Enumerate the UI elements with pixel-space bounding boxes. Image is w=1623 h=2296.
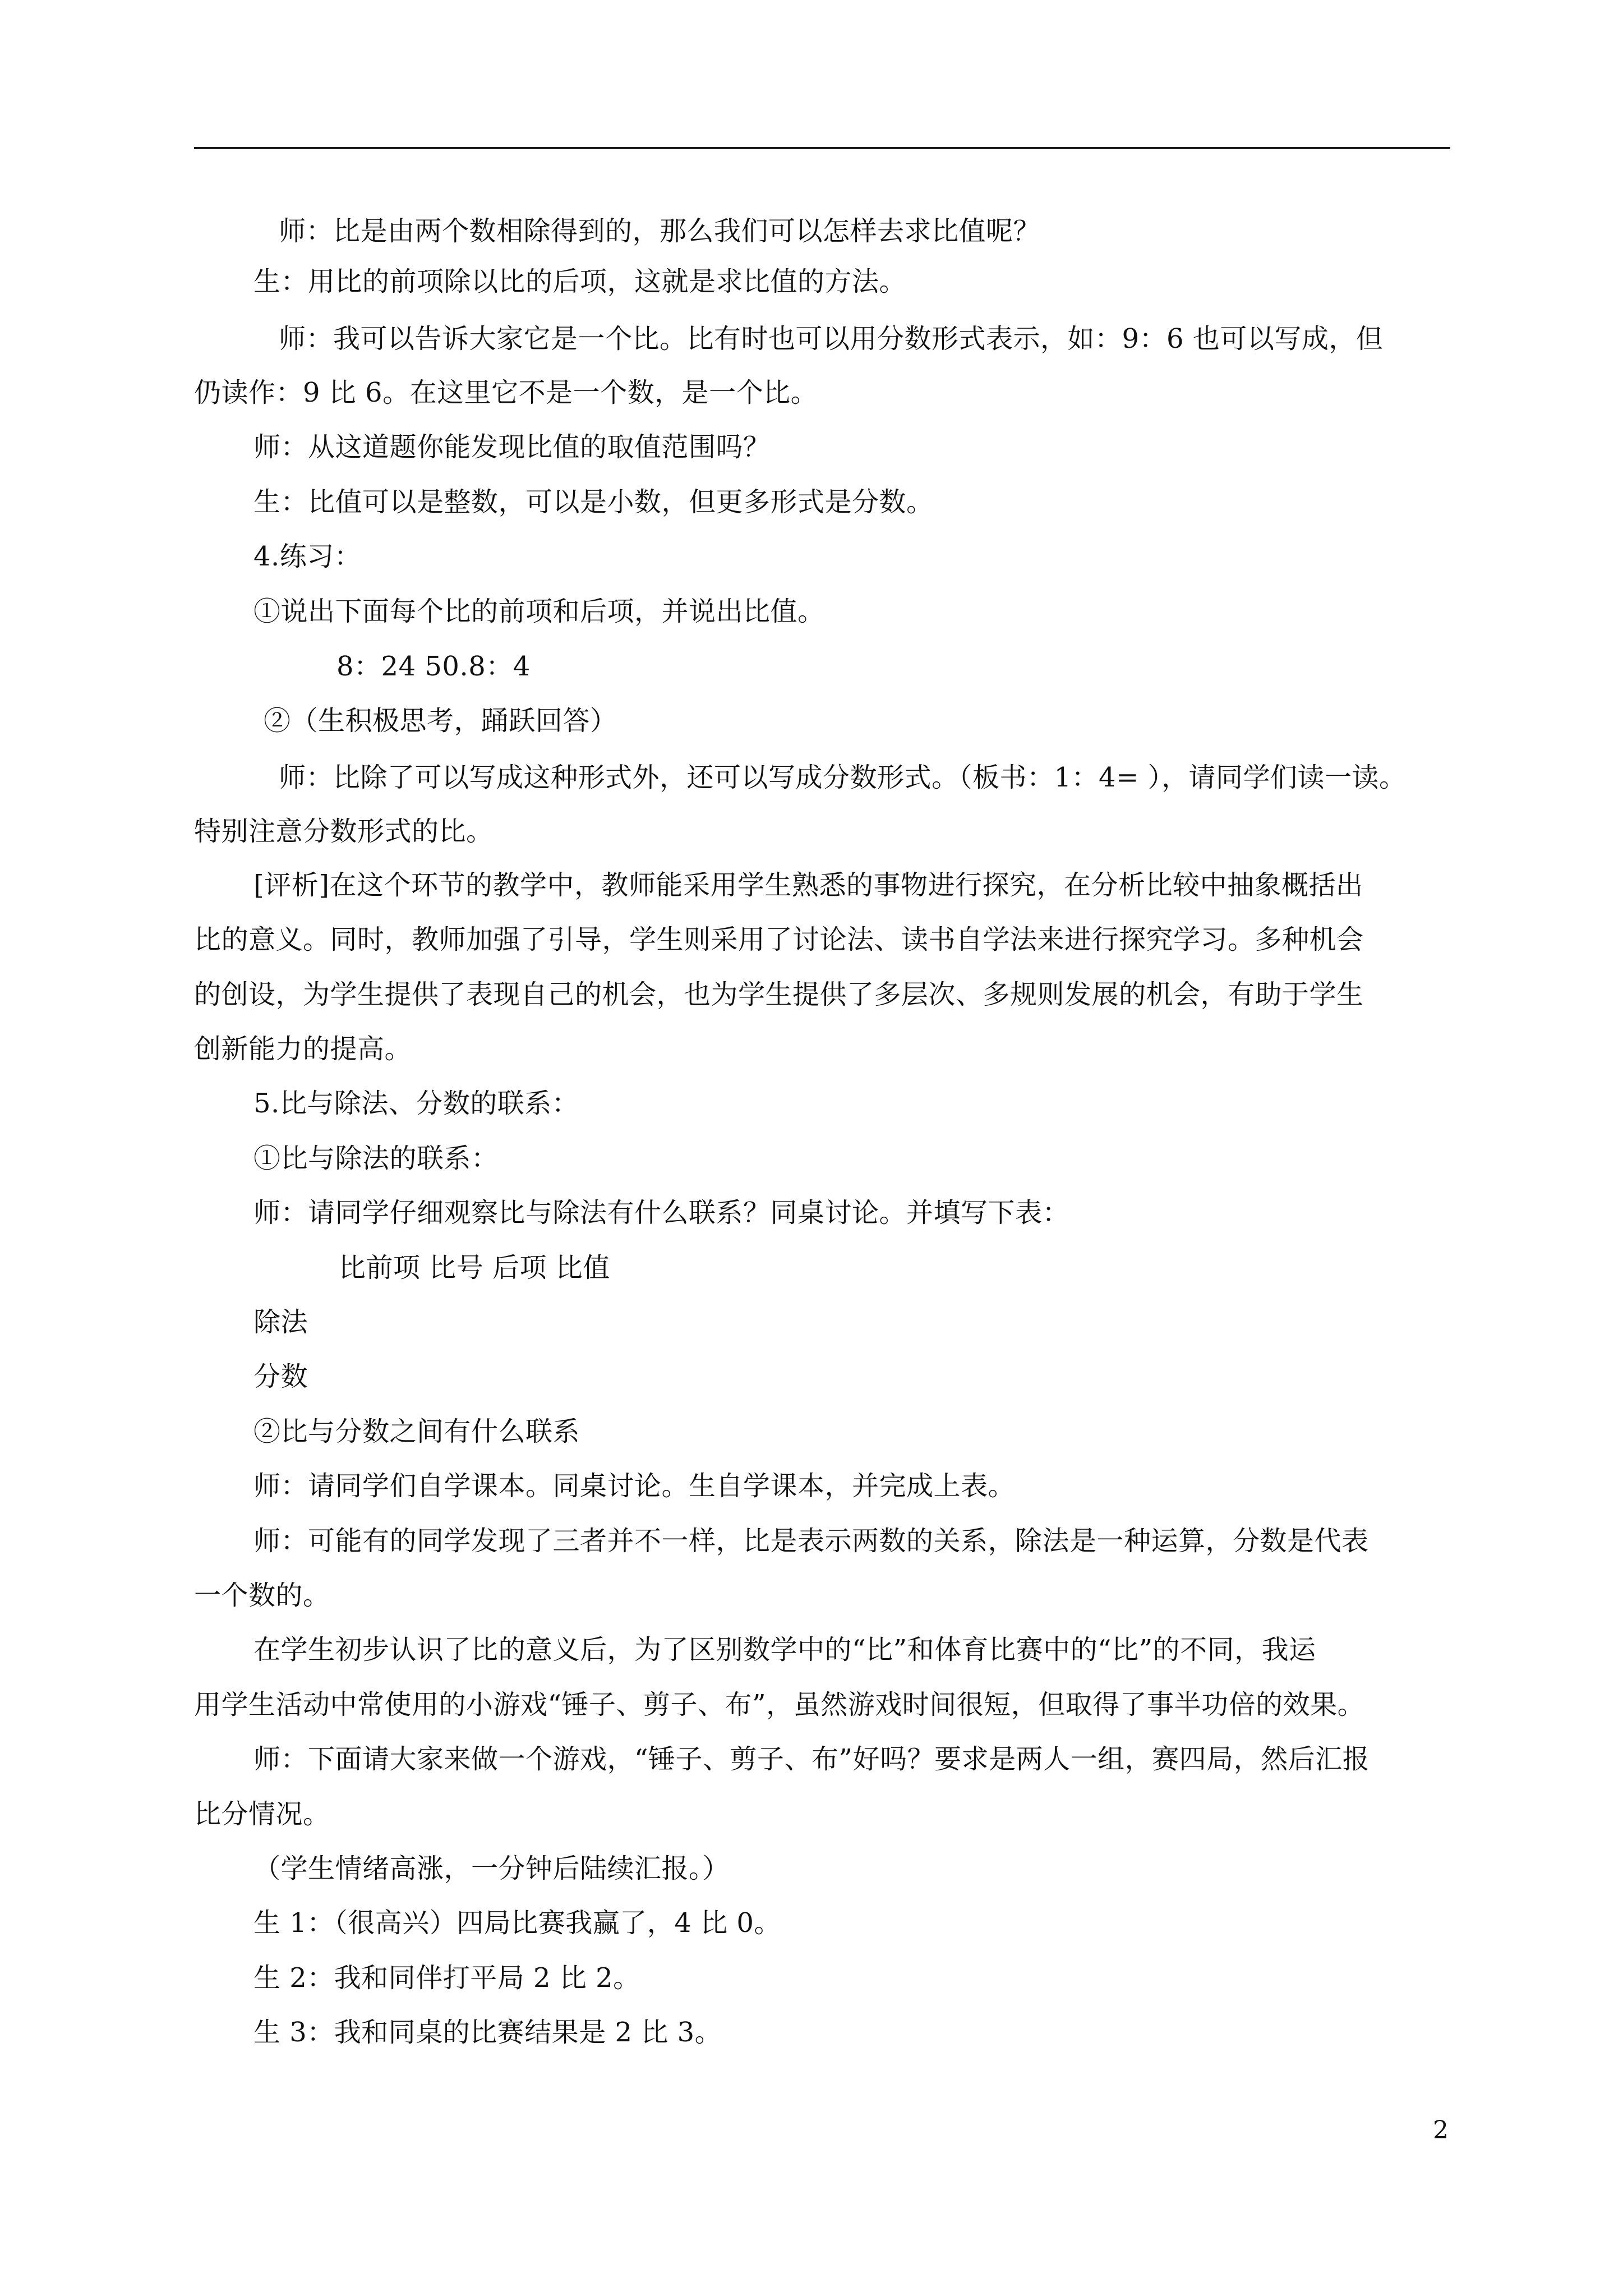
text-line: ①比与除法的联系： xyxy=(253,1143,499,1174)
text-line: 4.练习： xyxy=(253,541,362,572)
text-line: ①说出下面每个比的前项和后项，并说出比值。 xyxy=(253,596,825,627)
text-line: 生：用比的前项除以比的后项，这就是求比值的方法。 xyxy=(253,266,907,297)
text-line: 比分情况。 xyxy=(194,1798,330,1830)
text-line: 创新能力的提高。 xyxy=(194,1033,412,1065)
text-line: 8：24 50.8：4 xyxy=(336,651,531,682)
text-line: 5.比与除法、分数的联系： xyxy=(253,1088,579,1119)
text-line: 师：请同学仔细观察比与除法有什么联系？同桌讨论。并填写下表： xyxy=(253,1197,1070,1228)
text-line: 生：比值可以是整数，可以是小数，但更多形式是分数。 xyxy=(253,486,934,518)
text-line: 生 3：我和同桌的比赛结果是 2 比 3。 xyxy=(253,2017,722,2048)
text-line: 分数 xyxy=(253,1361,308,1392)
text-line: ②（生积极思考，踊跃回答） xyxy=(264,705,617,737)
text-line: [评析]在这个环节的教学中，教师能采用学生熟悉的事物进行探究，在分析比较中抽象概括出 xyxy=(253,869,1363,901)
text-line: ②比与分数之间有什么联系 xyxy=(253,1416,580,1447)
text-line: 的创设，为学生提供了表现自己的机会，也为学生提供了多层次、多规则发展的机会，有助于学生 xyxy=(194,979,1364,1010)
text-line: 比前项 比号 后项 比值 xyxy=(339,1252,610,1283)
text-line: 师：比是由两个数相除得到的，那么我们可以怎样去求比值呢？ xyxy=(279,215,1041,247)
text-line: 生 2：我和同伴打平局 2 比 2。 xyxy=(253,1962,640,1994)
text-line: 仍读作：9 比 6。在这里它不是一个数，是一个比。 xyxy=(194,377,818,408)
text-line: 师：请同学们自学课本。同桌讨论。生自学课本，并完成上表。 xyxy=(253,1470,1016,1502)
text-line: 生 1：（很高兴）四局比赛我赢了，4 比 0。 xyxy=(253,1907,781,1939)
text-line: 师：我可以告诉大家它是一个比。比有时也可以用分数形式表示，如：9：6 也可以写成，但 xyxy=(279,323,1384,355)
text-line: 一个数的。 xyxy=(194,1580,330,1611)
text-line: 比的意义。同时，教师加强了引导，学生则采用了讨论法、读书自学法来进行探究学习。多种机会 xyxy=(194,924,1364,955)
header-rule xyxy=(194,147,1450,149)
text-line: 师：可能有的同学发现了三者并不一样，比是表示两数的关系，除法是一种运算，分数是代表 xyxy=(253,1525,1369,1557)
text-line: 特别注意分数形式的比。 xyxy=(194,816,494,847)
text-line: （学生情绪高涨，一分钟后陆续汇报。） xyxy=(253,1853,730,1884)
text-line: 师：下面请大家来做一个游戏，“锤子、剪子、布”好吗？要求是两人一组，赛四局，然后汇报 xyxy=(253,1743,1370,1775)
text-line: 在学生初步认识了比的意义后，为了区别数学中的“比”和体育比赛中的“比”的不同，我运 xyxy=(253,1634,1316,1665)
text-line: 师：从这道题你能发现比值的取值范围吗？ xyxy=(253,431,771,463)
text-line: 除法 xyxy=(253,1306,308,1338)
text-line: 用学生活动中常使用的小游戏“锤子、剪子、布”，虽然游戏时间很短，但取得了事半功倍的效果。 xyxy=(194,1689,1365,1720)
text-line: 师：比除了可以写成这种形式外，还可以写成分数形式。（板书：1：4= ），请同学们读一读。 xyxy=(279,762,1407,793)
page-number: 2 xyxy=(1433,2116,1449,2145)
